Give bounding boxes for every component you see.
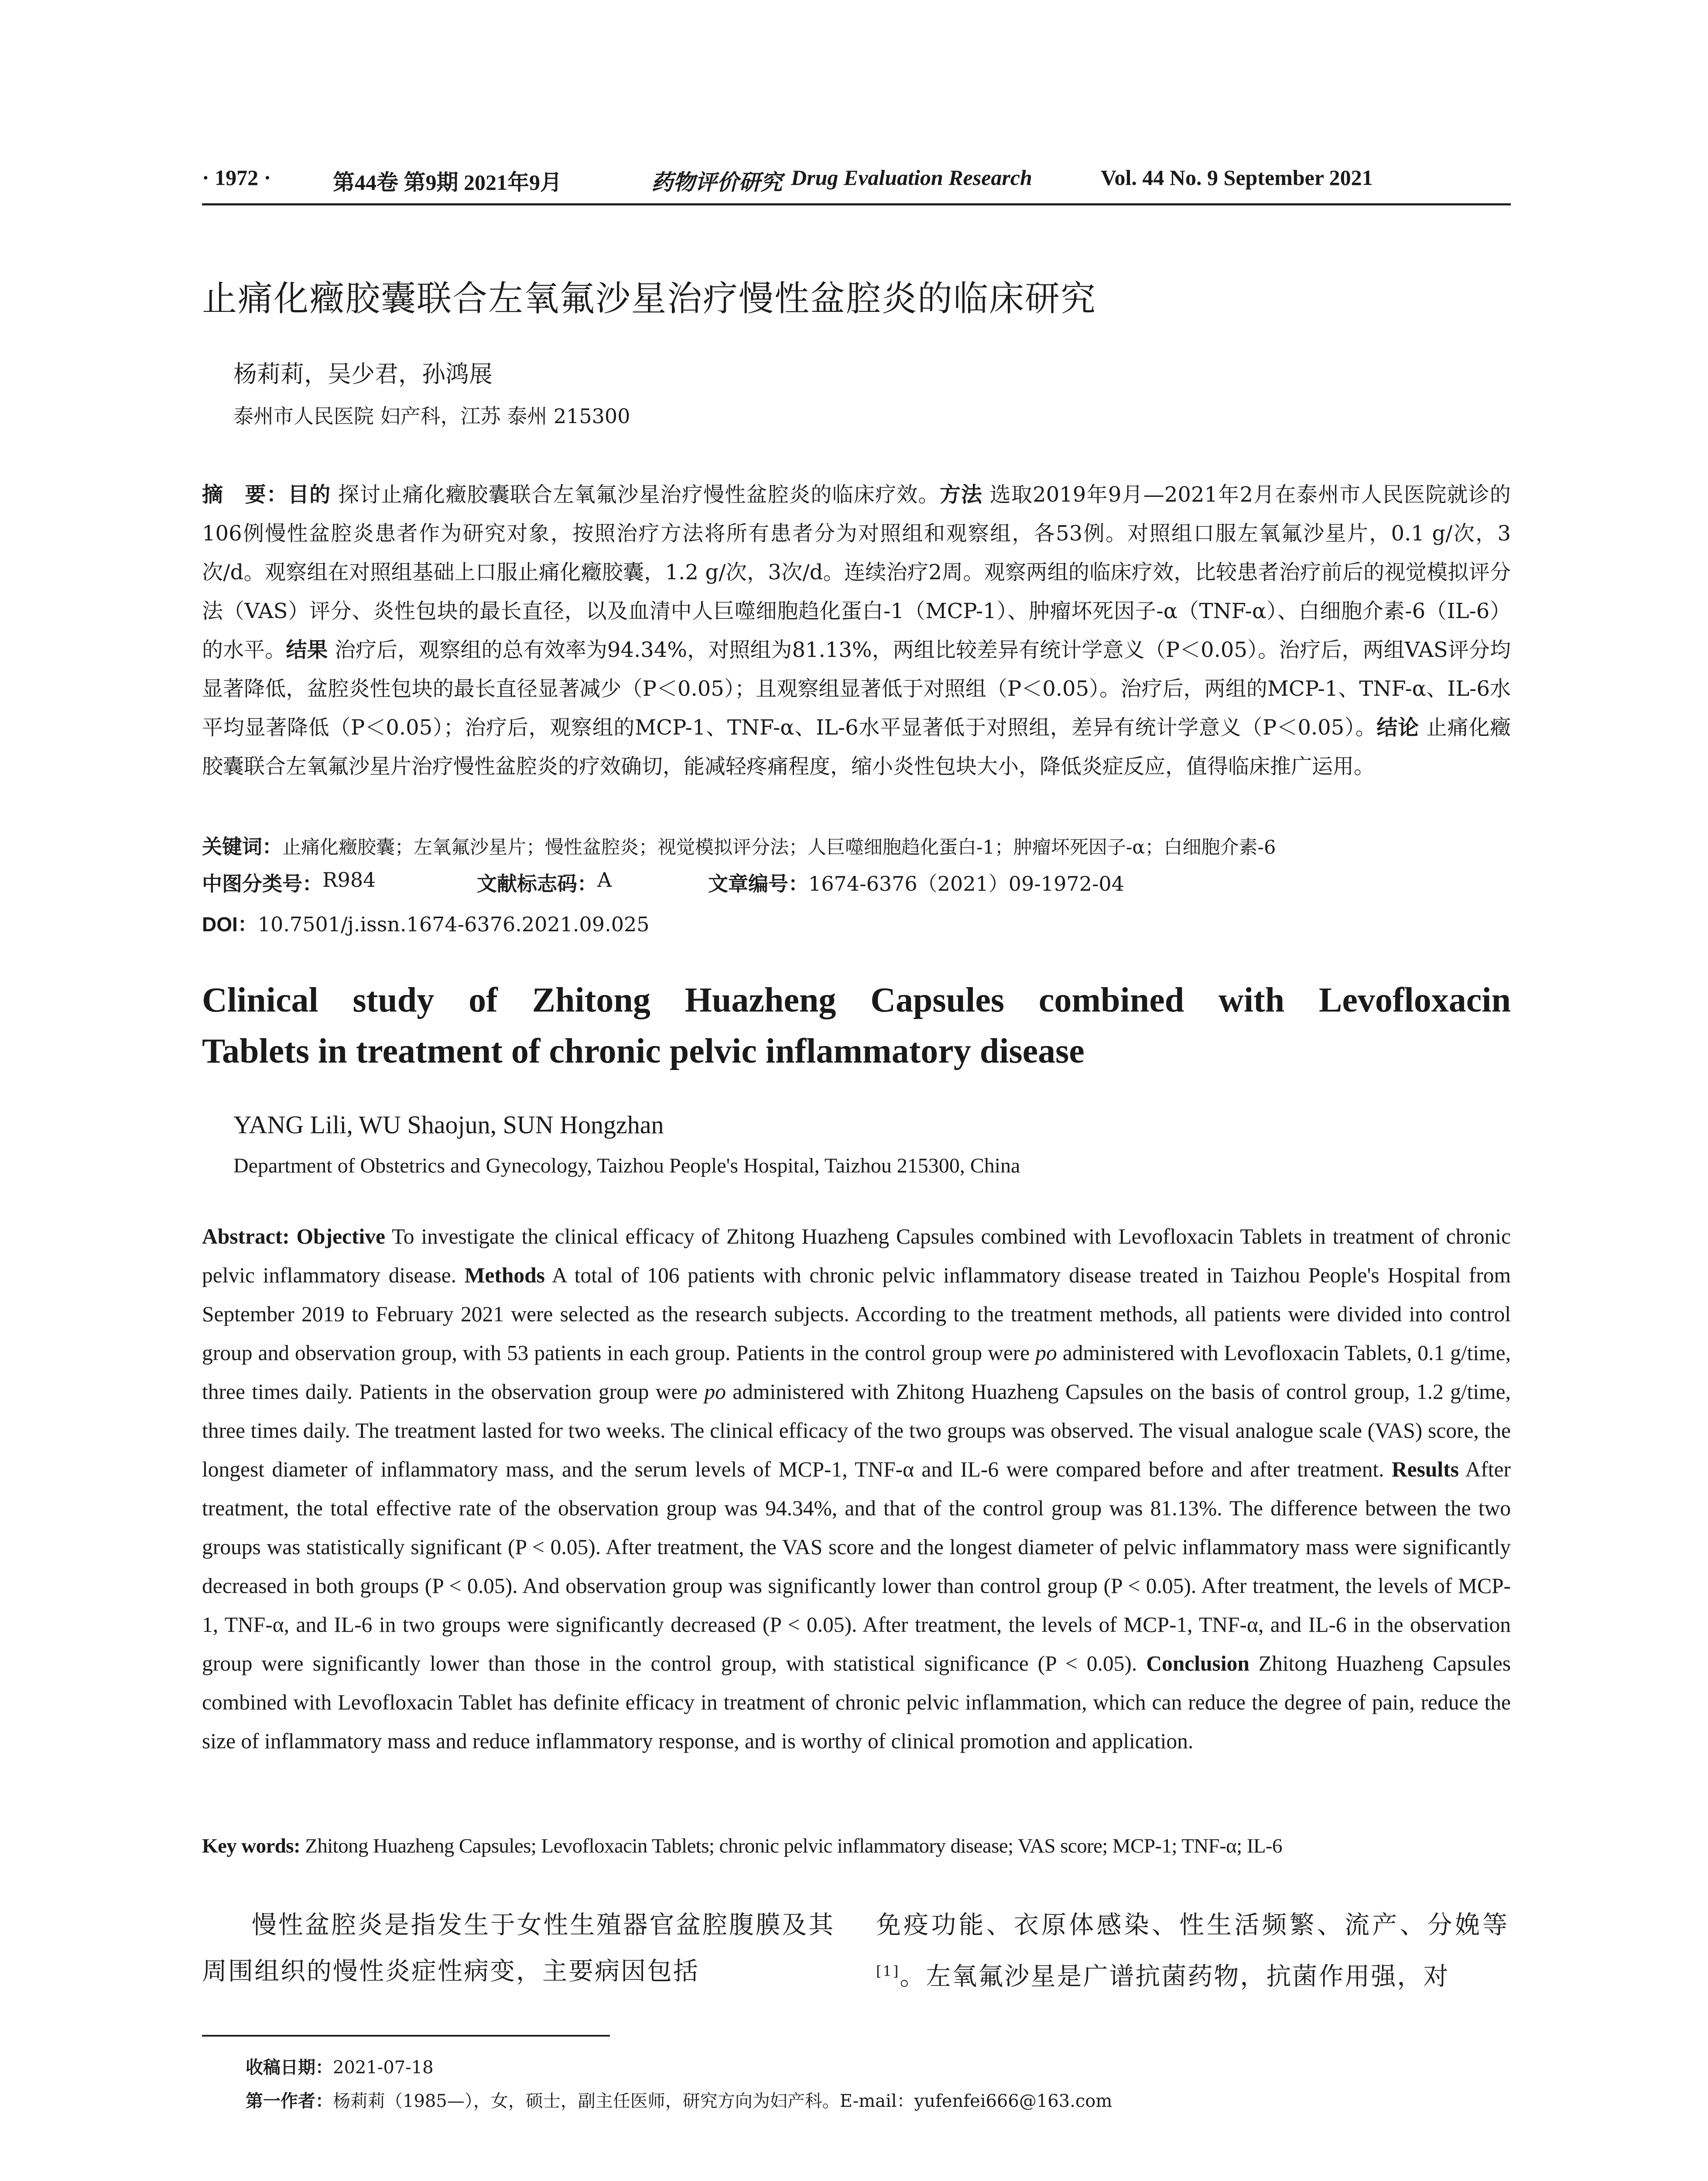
received-date: 2021-07-18 bbox=[333, 2058, 434, 2078]
footnote-received bbox=[246, 2054, 434, 2078]
title-en bbox=[202, 975, 1511, 1077]
methods-en-2: administered with Levofloxacin Tablets, 0.1 g/time, three times daily. Patients in the observation group were bbox=[202, 1341, 1511, 1404]
conclusion-en-label: Conclusion bbox=[1146, 1651, 1249, 1675]
abstract-cn bbox=[202, 475, 1511, 786]
methods-cn: 选取2019年9月—2021年2月在泰州市人民医院就诊的106例慢性盆腔炎患者作为研究对象，按照治疗方法将所有患者分为对照组和观察组，各53例。对照组口服左氧氟沙星片，0.1 g/次，3次/d。观察组在对照组基础上口服止痛化癥胶囊，1.2 g/次，3次/d。连续治疗2周。观察两组的临床疗效，比较患者治疗前后的视觉模拟评分法（VAS）评分、炎性包块的最长直径，以及血清中人巨噬细胞趋化蛋白-1（MCP-1）、肿瘤坏死因子-α（TNF-α）、白细胞介素-6（IL-6）的水平。 bbox=[202, 482, 1511, 662]
objective-en: To investigate the clinical efficacy of Zhitong Huazheng Capsules combined with Levofloxacin Tablets in treatment of chronic pelvic inflammatory disease. bbox=[202, 1224, 1511, 1287]
objective-cn: 探讨止痛化癥胶囊联合左氧氟沙星治疗慢性盆腔炎的临床疗效。 bbox=[338, 482, 940, 507]
clc-label: 中图分类号： bbox=[202, 872, 322, 896]
keywords-en-text: Zhitong Huazheng Capsules; Levofloxacin Tablets; chronic pelvic inflammatory disease; VAS score; MCP-1; TNF-α; IL-6 bbox=[305, 1835, 1282, 1857]
header-journal-en: Drug Evaluation Research bbox=[791, 165, 1032, 190]
abstract-cn-label: 摘 要： bbox=[202, 482, 288, 507]
clc-value: R984 bbox=[322, 868, 376, 892]
title-en-line1: Clinical study of Zhitong Huazheng Capsules combined with Levofloxacin bbox=[202, 981, 1511, 1019]
keywords-en bbox=[202, 1834, 1511, 1858]
footnote-author bbox=[246, 2087, 1112, 2112]
methods-en-3: administered with Zhitong Huazheng Capsules on the basis of control group, 1.2 g/time, three times daily. The treatment lasted for two weeks. The clinical efficacy of the two groups was observed. The visual analogue scale (VAS) score, the longest diameter of inflammatory mass, and the serum levels of MCP-1, TNF-α and IL-6 were compared before and after treatment. bbox=[202, 1380, 1511, 1481]
article-no-label: 文章编号： bbox=[708, 872, 808, 896]
title-en-line2: Tablets in treatment of chronic pelvic inflammatory disease bbox=[202, 1032, 1085, 1070]
doc-code-value: A bbox=[597, 868, 612, 892]
conclusion-cn: 止痛化癥胶囊联合左氧氟沙星片治疗慢性盆腔炎的疗效确切，能减轻疼痛程度，缩小炎性包块大小，降低炎症反应，值得临床推广运用。 bbox=[202, 715, 1511, 779]
body-right-text-1: 免疫功能、衣原体感染、性生活频繁、流产、分娩等 bbox=[876, 1911, 1509, 1939]
results-en-label: Results bbox=[1391, 1457, 1459, 1481]
keywords-cn-label: 关键词： bbox=[202, 835, 282, 858]
doi-label: DOI： bbox=[202, 913, 258, 936]
reference-marker[interactable]: [1] bbox=[876, 1963, 900, 1979]
results-cn-label: 结果 bbox=[286, 638, 328, 662]
header-page-number: · 1972 · bbox=[202, 165, 271, 190]
doi-line bbox=[202, 909, 650, 937]
title-cn: 止痛化癥胶囊联合左氧氟沙星治疗慢性盆腔炎的临床研究 bbox=[202, 278, 1096, 319]
conclusion-en: Zhitong Huazheng Capsules combined with Levofloxacin Tablet has definite efficacy in treatment of chronic pelvic inflammation, which can reduce the degree of pain, reduce the size of inflammatory mass and reduce inflammatory response, and is worthy of clinical promotion and application. bbox=[202, 1651, 1511, 1753]
results-cn: 治疗后，观察组的总有效率为94.34%，对照组为81.13%，两组比较差异有统计学意义（P＜0.05）。治疗后，两组VAS评分均显著降低，盆腔炎性包块的最长直径显著减少（P＜0.05）；且观察组显著低于对照组（P＜0.05）。治疗后，两组的MCP-1、TNF-α、IL-6水平均显著降低（P＜0.05）；治疗后，观察组的MCP-1、TNF-α、IL-6水平显著低于对照组，差异有统计学意义（P＜0.05）。 bbox=[202, 638, 1511, 740]
keywords-cn-text: 止痛化癥胶囊；左氧氟沙星片；慢性盆腔炎；视觉模拟评分法；人巨噬细胞趋化蛋白-1；肿瘤坏死因子-α；白细胞介素-6 bbox=[282, 837, 1276, 858]
abstract-en bbox=[202, 1217, 1511, 1761]
methods-en-1: A total of 106 patients with chronic pelvic inflammatory disease treated in Taizhou People's Hospital from September 2019 to February 2021 were selected as the research subjects. According to the treatment methods, all patients were divided into control group and observation group, with 53 patients in each group. Patients in the control group were bbox=[202, 1263, 1511, 1365]
header-volume-cn: 第44卷 第9期 2021年9月 bbox=[333, 170, 562, 195]
objective-en-label: Objective bbox=[296, 1224, 385, 1248]
running-header bbox=[202, 165, 1511, 200]
article-no-value: 1674-6376（2021）09-1972-04 bbox=[808, 872, 1124, 896]
methods-cn-label: 方法 bbox=[939, 482, 983, 507]
body-column-right bbox=[876, 1902, 1509, 2000]
keywords-cn bbox=[202, 831, 1511, 860]
conclusion-cn-label: 结论 bbox=[1376, 715, 1419, 740]
doc-code-label: 文献标志码： bbox=[477, 872, 597, 896]
first-author-label: 第一作者： bbox=[246, 2091, 333, 2111]
body-right-text-2: 。左氧氟沙星是广谱抗菌药物，抗菌作用强，对 bbox=[900, 1962, 1450, 1991]
doi-value: 10.7501/j.issn.1674-6376.2021.09.025 bbox=[257, 913, 650, 936]
authors-cn: 杨莉莉，吴少君，孙鸿展 bbox=[233, 360, 493, 388]
authors-en: YANG Lili, WU Shaojun, SUN Hongzhan bbox=[233, 1111, 664, 1139]
abstract-en-label: Abstract: bbox=[202, 1224, 290, 1248]
keywords-en-label: Key words: bbox=[202, 1835, 301, 1857]
received-label: 收稿日期： bbox=[246, 2058, 333, 2078]
body-column-left: 慢性盆腔炎是指发生于女性生殖器官盆腔腹膜及其周围组织的慢性炎症性病变，主要病因包括 bbox=[202, 1911, 835, 1986]
affiliation-en: Department of Obstetrics and Gynecology, Taizhou People's Hospital, Taizhou 215300, China bbox=[233, 1154, 1020, 1177]
first-author-info: 杨莉莉（1985—），女，硕士，副主任医师，研究方向为妇产科。E-mail：yufenfei666@163.com bbox=[333, 2091, 1112, 2111]
po-term-2: po bbox=[704, 1380, 726, 1404]
footnote-divider bbox=[202, 2035, 610, 2037]
paper-page bbox=[202, 0, 1511, 2181]
header-volume-en: Vol. 44 No. 9 September 2021 bbox=[1101, 165, 1373, 190]
methods-en-label: Methods bbox=[464, 1263, 545, 1287]
affiliation-cn: 泰州市人民医院 妇产科，江苏 泰州 215300 bbox=[233, 404, 630, 428]
po-term-1: po bbox=[1035, 1341, 1057, 1365]
header-divider bbox=[202, 203, 1511, 205]
header-journal-logo: 药物评价研究 bbox=[651, 169, 782, 195]
objective-cn-label: 目的 bbox=[288, 482, 331, 507]
results-en: After treatment, the total effective rate of the observation group was 94.34%, and that of the control group was 81.13%. The difference between the two groups was statistically significant (P < 0.05). After treatment, the VAS score and the longest diameter of pelvic inflammatory mass were significantly decreased in both groups (P < 0.05). And observation group was significantly lower than control group (P < 0.05). After treatment, the levels of MCP-1, TNF-α, and IL-6 in two groups were significantly decreased (P < 0.05). After treatment, the levels of MCP-1, TNF-α, and IL-6 in the observation group were significantly lower than those in the control group, with statistical significance (P < 0.05). bbox=[202, 1457, 1511, 1675]
